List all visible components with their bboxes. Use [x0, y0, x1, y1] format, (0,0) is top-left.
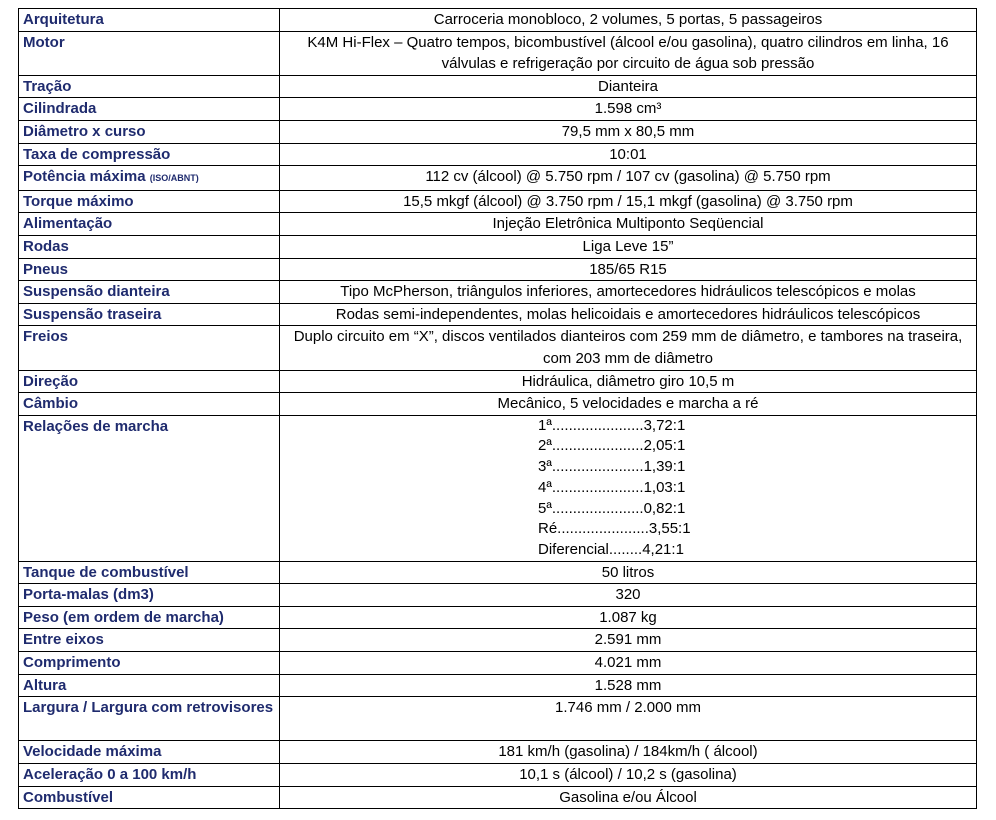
gear-ratio-item: Ré......................3,55:1 — [538, 520, 691, 538]
gear-ratio-item: Diferencial........4,21:1 — [538, 540, 684, 558]
spec-label-altura — [19, 674, 280, 697]
spec-label-pneus — [19, 258, 280, 281]
spec-label-comprimento — [19, 652, 280, 675]
spec-label-alimentacao — [19, 213, 280, 236]
spec-label-motor — [19, 31, 280, 75]
spec-row-alimentacao — [19, 213, 977, 236]
spec-label-text: Comprimento — [23, 654, 121, 672]
spec-label-text: Alimentação — [23, 215, 113, 233]
spec-value-cilindrada: 1.598 cm³ — [280, 98, 977, 121]
spec-label-text: Tanque de combustível — [23, 563, 189, 581]
spec-label-text: Tração — [23, 77, 72, 95]
spec-label-text: Potência máxima — [23, 168, 146, 186]
spec-value-torque-maximo: 15,5 mkgf (álcool) @ 3.750 rpm / 15,1 mkgf (gasolina) @ 3.750 rpm — [280, 190, 977, 213]
spec-row-arquitetura — [19, 9, 977, 32]
spec-label-text: Pneus — [23, 260, 69, 278]
spec-value-aceleracao: 10,1 s (álcool) / 10,2 s (gasolina) — [280, 764, 977, 787]
spec-label-text: Cilindrada — [23, 100, 97, 118]
spec-table-body — [19, 9, 977, 809]
spec-row-porta-malas — [19, 584, 977, 607]
spec-value-potencia-maxima: 112 cv (álcool) @ 5.750 rpm / 107 cv (gasolina) @ 5.750 rpm — [280, 166, 977, 191]
spec-label-text: Direção — [23, 372, 79, 390]
spec-row-relacoes-marcha — [19, 415, 977, 561]
spec-value-combustivel: Gasolina e/ou Álcool — [280, 786, 977, 809]
spec-label-largura — [19, 697, 280, 741]
spec-value-peso: 1.087 kg — [280, 606, 977, 629]
spec-row-tanque-combustivel — [19, 561, 977, 584]
spec-label-peso — [19, 606, 280, 629]
spec-value-comprimento: 4.021 mm — [280, 652, 977, 675]
spec-value-arquitetura: Carroceria monobloco, 2 volumes, 5 portas, 5 passageiros — [280, 9, 977, 32]
gear-ratio-item: 4ª......................1,03:1 — [538, 478, 686, 496]
spec-label-entre-eixos — [19, 629, 280, 652]
spec-row-direcao — [19, 370, 977, 393]
spec-row-entre-eixos — [19, 629, 977, 652]
spec-label-diametro-curso — [19, 120, 280, 143]
spec-label-rodas — [19, 235, 280, 258]
spec-value-taxa-compressao: 10:01 — [280, 143, 977, 166]
gear-ratio-item: 3ª......................1,39:1 — [538, 458, 686, 476]
gear-ratio-item: 5ª......................0,82:1 — [538, 499, 686, 517]
spec-label-text: Largura / Largura com retrovisores — [23, 699, 274, 717]
spec-label-combustivel — [19, 786, 280, 809]
spec-label-cambio — [19, 393, 280, 416]
spec-label-text: Suspensão traseira — [23, 305, 162, 323]
spec-value-freios: Duplo circuito em “X”, discos ventilados dianteiros com 259 mm de diâmetro, e tambores na traseira, com 203 mm de diâmetro — [280, 326, 977, 370]
spec-row-freios — [19, 326, 977, 370]
spec-label-cilindrada — [19, 98, 280, 121]
spec-label-text: Velocidade máxima — [23, 743, 162, 761]
spec-row-combustivel — [19, 786, 977, 809]
spec-row-tracao — [19, 75, 977, 98]
spec-value-velocidade-maxima: 181 km/h (gasolina) / 184km/h ( álcool) — [280, 741, 977, 764]
spec-value-motor: K4M Hi-Flex – Quatro tempos, bicombustível (álcool e/ou gasolina), quatro cilindros em linha, 16 válvulas e refrigeração por circuito de água sob pressão — [280, 31, 977, 75]
spec-row-torque-maximo — [19, 190, 977, 213]
spec-label-suspensao-traseira — [19, 303, 280, 326]
spec-row-comprimento — [19, 652, 977, 675]
spec-value-pneus: 185/65 R15 — [280, 258, 977, 281]
spec-label-taxa-compressao — [19, 143, 280, 166]
spec-value-porta-malas: 320 — [280, 584, 977, 607]
spec-label-text: Arquitetura — [23, 11, 104, 28]
spec-label-text: Câmbio — [23, 395, 79, 413]
spec-row-altura — [19, 674, 977, 697]
spec-label-text: Altura — [23, 676, 67, 694]
spec-label-tanque-combustivel — [19, 561, 280, 584]
spec-value-cambio: Mecânico, 5 velocidades e marcha a ré — [280, 393, 977, 416]
spec-value-largura: 1.746 mm / 2.000 mm — [280, 697, 977, 741]
spec-label-suspensao-dianteira — [19, 281, 280, 304]
spec-value-suspensao-traseira: Rodas semi-independentes, molas helicoidais e amortecedores hidráulicos telescópicos — [280, 303, 977, 326]
spec-label-text: Aceleração 0 a 100 km/h — [23, 766, 197, 784]
spec-label-porta-malas — [19, 584, 280, 607]
spec-row-velocidade-maxima — [19, 741, 977, 764]
spec-label-text: Freios — [23, 328, 69, 346]
gear-ratio-item: 1ª......................3,72:1 — [538, 416, 686, 434]
spec-table — [18, 8, 977, 809]
spec-label-torque-maximo — [19, 190, 280, 213]
spec-row-cambio — [19, 393, 977, 416]
spec-label-text: Combustível — [23, 788, 114, 806]
spec-label-text: Relações de marcha — [23, 417, 169, 435]
spec-label-aceleracao — [19, 764, 280, 787]
spec-label-text: Taxa de compressão — [23, 145, 171, 163]
gear-ratio-list — [528, 416, 728, 561]
spec-value-entre-eixos: 2.591 mm — [280, 629, 977, 652]
spec-label-arquitetura — [19, 9, 280, 32]
spec-label-velocidade-maxima — [19, 741, 280, 764]
spec-label-relacoes-marcha — [19, 415, 280, 561]
spec-row-cilindrada — [19, 98, 977, 121]
spec-row-diametro-curso — [19, 120, 977, 143]
spec-label-text: Porta-malas (dm3) — [23, 586, 154, 604]
spec-value-rodas: Liga Leve 15” — [280, 235, 977, 258]
spec-value-diametro-curso: 79,5 mm x 80,5 mm — [280, 120, 977, 143]
spec-label-potencia-maxima — [19, 166, 280, 191]
spec-label-text: Peso (em ordem de marcha) — [23, 608, 224, 626]
spec-label-note: (ISO/ABNT) — [149, 173, 199, 184]
spec-row-rodas — [19, 235, 977, 258]
spec-value-relacoes-marcha — [280, 415, 977, 561]
spec-row-suspensao-dianteira — [19, 281, 977, 304]
spec-row-taxa-compressao — [19, 143, 977, 166]
spec-value-suspensao-dianteira: Tipo McPherson, triângulos inferiores, amortecedores hidráulicos telescópicos e molas — [280, 281, 977, 304]
spec-label-text: Diâmetro x curso — [23, 122, 146, 140]
spec-label-text: Rodas — [23, 237, 69, 255]
spec-row-motor — [19, 31, 977, 75]
spec-label-freios — [19, 326, 280, 370]
spec-value-alimentacao: Injeção Eletrônica Multiponto Seqüencial — [280, 213, 977, 236]
spec-label-text: Torque máximo — [23, 192, 134, 210]
spec-row-suspensao-traseira — [19, 303, 977, 326]
spec-label-tracao — [19, 75, 280, 98]
spec-value-altura: 1.528 mm — [280, 674, 977, 697]
spec-label-direcao — [19, 370, 280, 393]
spec-label-text: Suspensão dianteira — [23, 283, 170, 301]
spec-value-tracao: Dianteira — [280, 75, 977, 98]
spec-row-largura — [19, 697, 977, 741]
spec-label-text: Entre eixos — [23, 631, 104, 649]
spec-value-direcao: Hidráulica, diâmetro giro 10,5 m — [280, 370, 977, 393]
gear-ratio-item: 2ª......................2,05:1 — [538, 437, 686, 455]
spec-row-peso — [19, 606, 977, 629]
spec-label-text: Motor — [23, 33, 65, 51]
spec-row-pneus — [19, 258, 977, 281]
spec-value-tanque-combustivel: 50 litros — [280, 561, 977, 584]
spec-row-aceleracao — [19, 764, 977, 787]
spec-row-potencia-maxima — [19, 166, 977, 191]
